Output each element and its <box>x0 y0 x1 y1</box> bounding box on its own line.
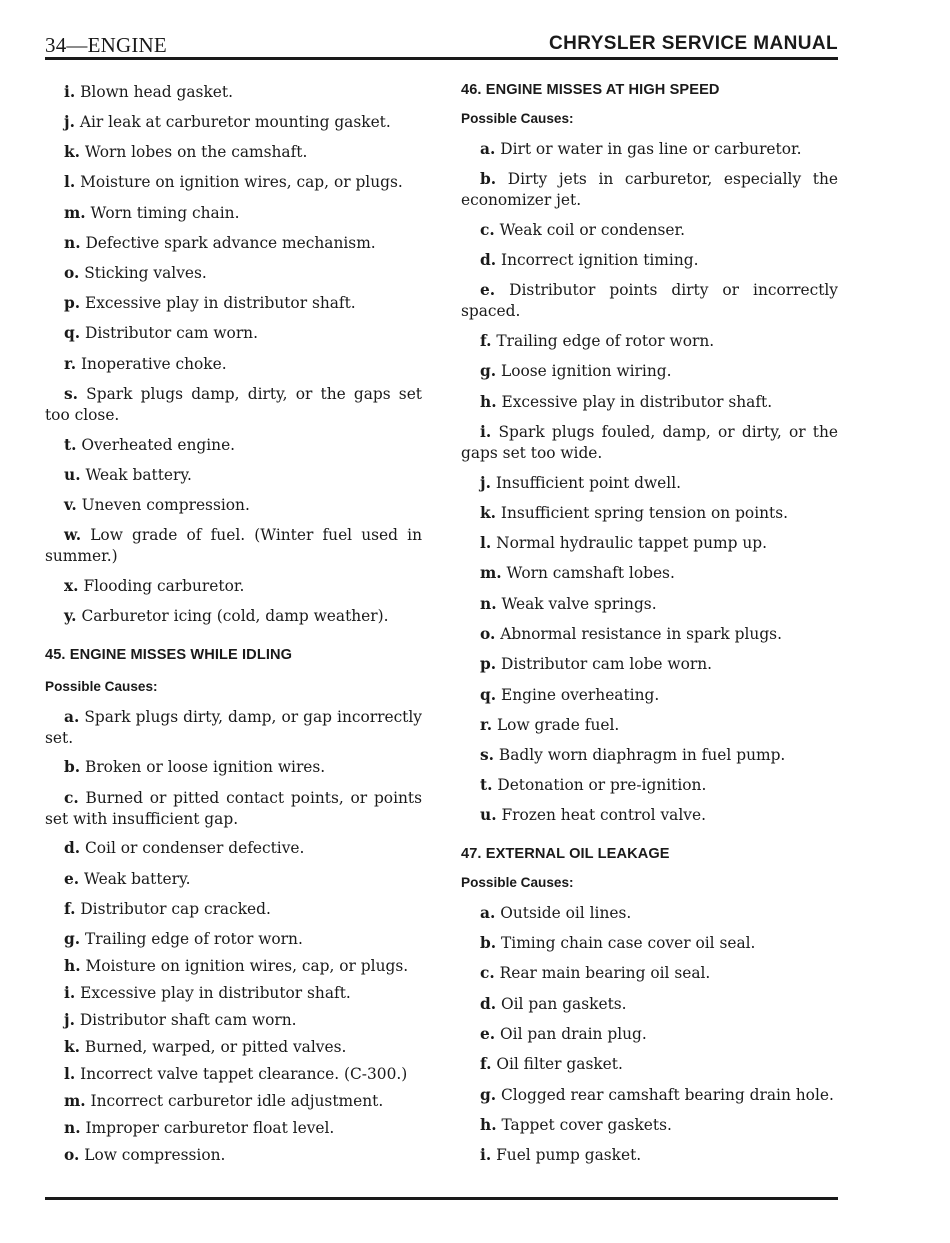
item-letter: f. <box>64 900 76 918</box>
item-letter: o. <box>480 625 496 643</box>
item-text: Distributor cap cracked. <box>75 900 271 918</box>
item-text: Weak valve springs. <box>496 595 657 613</box>
list-item <box>461 331 838 352</box>
list-item <box>45 838 422 859</box>
item-text: Blown head gasket. <box>75 83 233 101</box>
list-item <box>461 745 838 766</box>
item-text: Low grade of fuel. (Winter fuel used in summer.) <box>45 526 422 565</box>
item-letter: r. <box>64 355 77 373</box>
item-letter: s. <box>64 385 79 403</box>
item-text: Fuel pump gasket. <box>491 1146 642 1164</box>
item-letter: o. <box>64 264 80 282</box>
list-item <box>461 1085 838 1106</box>
list-item <box>461 963 838 984</box>
item-letter: n. <box>480 595 497 613</box>
item-letter: d. <box>64 839 81 857</box>
list-item <box>461 533 838 554</box>
item-text: Timing chain case cover oil seal. <box>496 934 756 952</box>
item-letter: p. <box>480 655 497 673</box>
item-text: Engine overheating. <box>496 686 660 704</box>
item-text: Low compression. <box>79 1146 226 1164</box>
list-item <box>45 435 422 456</box>
list-item <box>45 172 422 193</box>
item-letter: t. <box>64 436 77 454</box>
item-text: Abnormal resistance in spark plugs. <box>495 625 782 643</box>
item-letter: i. <box>480 1146 492 1164</box>
item-letter: d. <box>480 995 497 1013</box>
item-letter: t. <box>480 776 493 794</box>
item-text: Weak battery. <box>80 466 192 484</box>
item-text: Distributor cam lobe worn. <box>496 655 713 673</box>
list-item <box>461 805 838 826</box>
item-letter: x. <box>64 577 79 595</box>
list-item <box>461 775 838 796</box>
item-text: Incorrect valve tappet clearance. (C-300.) <box>75 1065 408 1083</box>
item-letter: o. <box>64 1146 80 1164</box>
list-item <box>461 685 838 706</box>
manual-title-header: CHRYSLER SERVICE MANUAL <box>549 33 838 54</box>
list-item <box>461 250 838 271</box>
list-item <box>461 594 838 615</box>
list-item <box>45 1145 422 1166</box>
list-item <box>461 220 838 241</box>
list-item <box>45 1091 422 1112</box>
item-letter: w. <box>64 526 82 544</box>
item-text: Excessive play in distributor shaft. <box>496 393 773 411</box>
list-item <box>461 994 838 1015</box>
item-letter: q. <box>64 324 81 342</box>
list-item <box>45 293 422 314</box>
list-item <box>45 899 422 920</box>
header-rule <box>45 57 838 60</box>
list-item <box>461 1054 838 1075</box>
item-text: Trailing edge of rotor worn. <box>80 930 303 948</box>
item-text: Oil pan gaskets. <box>496 995 627 1013</box>
list-item <box>461 139 838 160</box>
list-item <box>45 112 422 133</box>
item-text: Dirt or water in gas line or carburetor. <box>495 140 802 158</box>
page-number-header: 34—ENGINE <box>45 33 167 57</box>
item-letter: l. <box>64 173 76 191</box>
item-text: Insufficient point dwell. <box>490 474 682 492</box>
item-letter: h. <box>480 393 497 411</box>
item-letter: i. <box>64 984 76 1002</box>
section-heading: 47. EXTERNAL OIL LEAKAGE <box>461 846 670 862</box>
list-item <box>461 392 838 413</box>
item-letter: m. <box>64 204 86 222</box>
item-text: Rear main bearing oil seal. <box>494 964 711 982</box>
item-letter: a. <box>480 904 496 922</box>
item-letter: c. <box>480 221 495 239</box>
list-item <box>45 323 422 344</box>
item-text: Distributor points dirty or incorrectly spaced. <box>461 281 838 320</box>
item-text: Moisture on ignition wires, cap, or plugs. <box>75 173 403 191</box>
item-text: Dirty jets in carburetor, especially the economizer jet. <box>461 170 838 209</box>
item-text: Spark plugs dirty, damp, or gap incorrectly set. <box>45 708 422 747</box>
list-item <box>45 576 422 597</box>
list-item <box>45 1010 422 1031</box>
item-text: Moisture on ignition wires, cap, or plugs. <box>80 957 409 975</box>
item-text: Incorrect ignition timing. <box>496 251 699 269</box>
item-text: Low grade fuel. <box>492 716 620 734</box>
list-item <box>45 606 422 627</box>
section-heading: 46. ENGINE MISSES AT HIGH SPEED <box>461 82 720 98</box>
item-text: Carburetor icing (cold, damp weather). <box>76 607 389 625</box>
item-letter: i. <box>64 83 76 101</box>
item-text: Spark plugs damp, dirty, or the gaps set too close. <box>45 385 422 424</box>
item-text: Trailing edge of rotor worn. <box>491 332 715 350</box>
item-text: Defective spark advance mechanism. <box>80 234 376 252</box>
item-letter: j. <box>64 1011 75 1029</box>
item-text: Clogged rear camshaft bearing drain hole. <box>496 1086 834 1104</box>
item-text: Distributor cam worn. <box>80 324 258 342</box>
item-letter: g. <box>480 1086 497 1104</box>
list-item <box>45 465 422 486</box>
list-item <box>45 1118 422 1139</box>
section-subheading: Possible Causes: <box>461 111 574 126</box>
list-item <box>461 715 838 736</box>
list-item <box>461 903 838 924</box>
list-item <box>45 82 422 103</box>
item-text: Flooding carburetor. <box>78 577 245 595</box>
item-text: Detonation or pre-ignition. <box>492 776 707 794</box>
item-text: Excessive play in distributor shaft. <box>75 984 351 1002</box>
item-letter: j. <box>64 113 75 131</box>
item-text: Inoperative choke. <box>76 355 227 373</box>
item-text: Sticking valves. <box>79 264 207 282</box>
item-text: Spark plugs fouled, damp, or dirty, or the gaps set too wide. <box>461 423 838 462</box>
item-letter: c. <box>64 789 79 807</box>
item-text: Overheated engine. <box>76 436 236 454</box>
item-text: Outside oil lines. <box>495 904 632 922</box>
list-item <box>45 233 422 254</box>
list-item <box>45 495 422 516</box>
item-letter: e. <box>480 1025 496 1043</box>
item-letter: v. <box>64 496 77 514</box>
item-text: Loose ignition wiring. <box>496 362 672 380</box>
item-text: Uneven compression. <box>76 496 250 514</box>
item-letter: l. <box>64 1065 76 1083</box>
list-item <box>461 654 838 675</box>
list-item <box>461 503 838 524</box>
list-item <box>45 956 422 977</box>
item-text: Weak battery. <box>79 870 191 888</box>
section-subheading: Possible Causes: <box>461 875 574 890</box>
list-item <box>45 983 422 1004</box>
item-letter: p. <box>64 294 81 312</box>
item-letter: q. <box>480 686 497 704</box>
section-subheading: Possible Causes: <box>45 679 158 694</box>
list-item <box>461 1024 838 1045</box>
item-letter: j. <box>480 474 491 492</box>
item-letter: u. <box>480 806 497 824</box>
item-text: Tappet cover gaskets. <box>496 1116 672 1134</box>
item-text: Oil filter gasket. <box>491 1055 623 1073</box>
item-letter: i. <box>480 423 492 441</box>
item-text: Burned or pitted contact points, or points set with insufficient gap. <box>45 789 422 828</box>
item-letter: c. <box>480 964 495 982</box>
item-letter: k. <box>64 143 81 161</box>
list-item <box>45 1064 422 1085</box>
item-letter: d. <box>480 251 497 269</box>
list-item <box>461 361 838 382</box>
item-letter: f. <box>480 1055 492 1073</box>
footer-rule <box>45 1197 838 1200</box>
item-text: Broken or loose ignition wires. <box>80 758 326 776</box>
item-text: Frozen heat control valve. <box>496 806 706 824</box>
list-item <box>45 203 422 224</box>
item-letter: s. <box>480 746 495 764</box>
item-letter: n. <box>64 234 81 252</box>
item-letter: e. <box>64 870 80 888</box>
list-item <box>45 869 422 890</box>
list-item <box>45 263 422 284</box>
item-letter: k. <box>64 1038 81 1056</box>
item-letter: e. <box>480 281 496 299</box>
section-heading: 45. ENGINE MISSES WHILE IDLING <box>45 647 293 663</box>
list-item <box>461 1115 838 1136</box>
list-item <box>461 1145 838 1166</box>
list-item <box>461 473 838 494</box>
item-text: Badly worn diaphragm in fuel pump. <box>494 746 786 764</box>
list-item <box>461 563 838 584</box>
item-letter: m. <box>480 564 502 582</box>
item-letter: g. <box>64 930 81 948</box>
item-letter: l. <box>480 534 492 552</box>
list-item <box>45 142 422 163</box>
item-text: Improper carburetor float level. <box>80 1119 335 1137</box>
list-item <box>461 280 838 321</box>
item-text: Air leak at carburetor mounting gasket. <box>74 113 391 131</box>
item-letter: k. <box>480 504 497 522</box>
item-text: Coil or condenser defective. <box>80 839 305 857</box>
list-item <box>45 1037 422 1058</box>
item-text: Distributor shaft cam worn. <box>74 1011 297 1029</box>
item-text: Excessive play in distributor shaft. <box>80 294 356 312</box>
item-text: Normal hydraulic tappet pump up. <box>491 534 768 552</box>
item-letter: g. <box>480 362 497 380</box>
list-item <box>45 707 422 748</box>
list-item <box>461 933 838 954</box>
item-letter: m. <box>64 1092 86 1110</box>
list-item <box>45 384 422 425</box>
item-letter: r. <box>480 716 493 734</box>
list-item <box>461 169 838 210</box>
item-text: Oil pan drain plug. <box>495 1025 647 1043</box>
item-text: Worn timing chain. <box>85 204 240 222</box>
item-letter: u. <box>64 466 81 484</box>
item-letter: h. <box>480 1116 497 1134</box>
item-letter: f. <box>480 332 492 350</box>
item-text: Weak coil or condenser. <box>494 221 686 239</box>
item-letter: a. <box>64 708 80 726</box>
item-letter: y. <box>64 607 77 625</box>
item-letter: h. <box>64 957 81 975</box>
list-item <box>461 624 838 645</box>
list-item <box>45 525 422 566</box>
list-item <box>45 788 422 829</box>
item-text: Worn lobes on the camshaft. <box>80 143 308 161</box>
item-text: Burned, warped, or pitted valves. <box>80 1038 347 1056</box>
item-letter: n. <box>64 1119 81 1137</box>
item-letter: b. <box>480 170 497 188</box>
list-item <box>45 354 422 375</box>
item-text: Incorrect carburetor idle adjustment. <box>85 1092 384 1110</box>
item-letter: b. <box>480 934 497 952</box>
item-text: Insufficient spring tension on points. <box>496 504 789 522</box>
list-item <box>45 757 422 778</box>
list-item <box>461 422 838 463</box>
item-text: Worn camshaft lobes. <box>501 564 675 582</box>
list-item <box>45 929 422 950</box>
item-letter: b. <box>64 758 81 776</box>
item-letter: a. <box>480 140 496 158</box>
